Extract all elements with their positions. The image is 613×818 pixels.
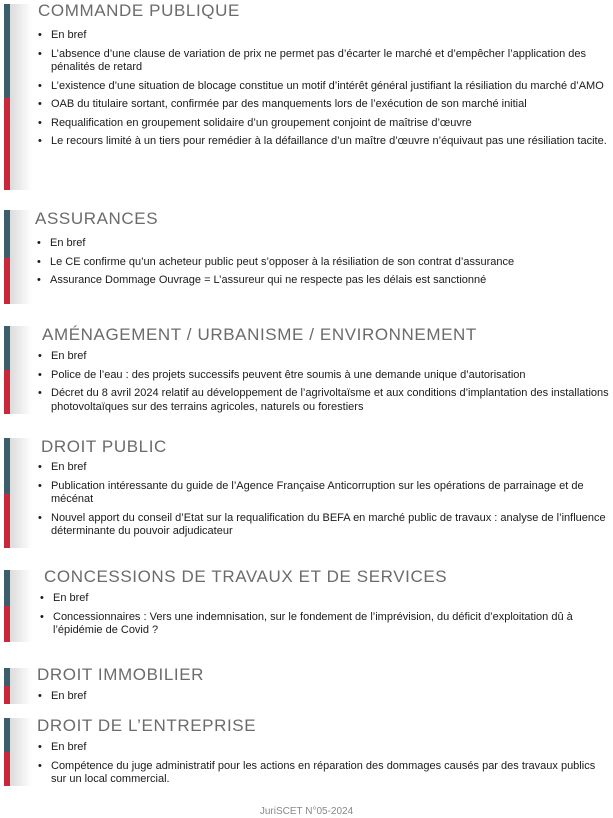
section-item-list [40,592,611,643]
section-item-list [38,461,611,544]
section-item-list [38,29,611,154]
list-item[interactable]: • Publication intéressante du guide de l’Agence Française Anticorruption sur les opérations de parrainage et de mécénat [38,480,611,507]
list-item[interactable]: • L’absence d’une clause de variation de prix ne permet pas d’écarter le marché et d’empêcher l’application des pénalités de retard [38,48,611,75]
section-shadow [10,570,32,642]
section-shadow [10,210,32,304]
section-item-list [38,741,611,792]
list-item[interactable]: • En bref [37,237,611,251]
section-shadow [10,326,32,414]
list-item[interactable]: • OAB du titulaire sortant, confirmée par des manquements lors de l’exécution de son marché initial [38,98,611,112]
list-item[interactable]: • Décret du 8 avril 2024 relatif au développement de l’agrivoltaïsme et aux conditions d’implantation des installations photovoltaïques sur des terrains agricoles, naturels ou forestiers [38,387,611,414]
section-title: DROIT IMMOBILIER [37,665,205,684]
list-item[interactable]: • Le CE confirme qu’un acheteur public peut s’opposer à la résiliation de son contrat d’assurance [37,256,611,270]
list-item[interactable]: • Police de l’eau : des projets successifs peuvent être soumis à une demande unique d’autorisation [38,369,611,383]
list-item[interactable]: • Le recours limité à un tiers pour remédier à la défaillance d’un maître d’œuvre n’équivaut pas une résiliation tacite. [38,135,611,149]
list-item[interactable]: • L’existence d’une situation de blocage constitue un motif d’intérêt général justifiant la résiliation du marché d’AMO [38,80,611,94]
section-title: CONCESSIONS DE TRAVAUX ET DE SERVICES [44,567,448,586]
list-item[interactable]: • En bref [38,690,611,704]
section-item-list [38,350,611,419]
list-item[interactable]: • En bref [40,592,611,606]
section-shadow [10,4,32,190]
list-item[interactable]: • Compétence du juge administratif pour les actions en réparation des dommages causés par des travaux publics sur un local commercial. [38,760,611,787]
section-title: COMMANDE PUBLIQUE [38,1,240,20]
list-item[interactable]: • En bref [38,350,611,364]
list-item[interactable]: • En bref [38,741,611,755]
list-item[interactable]: • En bref [38,29,611,43]
list-item[interactable]: • Nouvel apport du conseil d’Etat sur la requalification du BEFA en marché public de travaux : analyse de l’influence déterminante du pouvoir adjudicateur [38,512,611,539]
list-item[interactable]: • Requalification en groupement solidaire d’un groupement conjoint de maîtrise d’œuvre [38,117,611,131]
section-item-list [37,237,611,293]
section-title: DROIT DE L’ENTREPRISE [37,716,257,735]
list-item[interactable]: • Assurance Dommage Ouvrage = L’assureur qui ne respecte pas les délais est sanctionné [37,274,611,288]
section-item-list [38,690,611,709]
section-shadow [10,668,32,704]
list-item[interactable]: • Concessionnaires : Vers une indemnisation, sur le fondement de l’imprévision, du déficit d’exploitation dû à l’épidémie de Covid ? [40,611,611,638]
list-item[interactable]: • En bref [38,461,611,475]
footer-issue-label: JuriSCET N°05-2024 [259,806,354,817]
section-shadow [10,718,32,786]
section-title: AMÉNAGEMENT / URBANISME / ENVIRONNEMENT [42,325,477,344]
section-title: DROIT PUBLIC [41,437,167,456]
section-title: ASSURANCES [35,209,159,228]
section-shadow [10,438,32,548]
